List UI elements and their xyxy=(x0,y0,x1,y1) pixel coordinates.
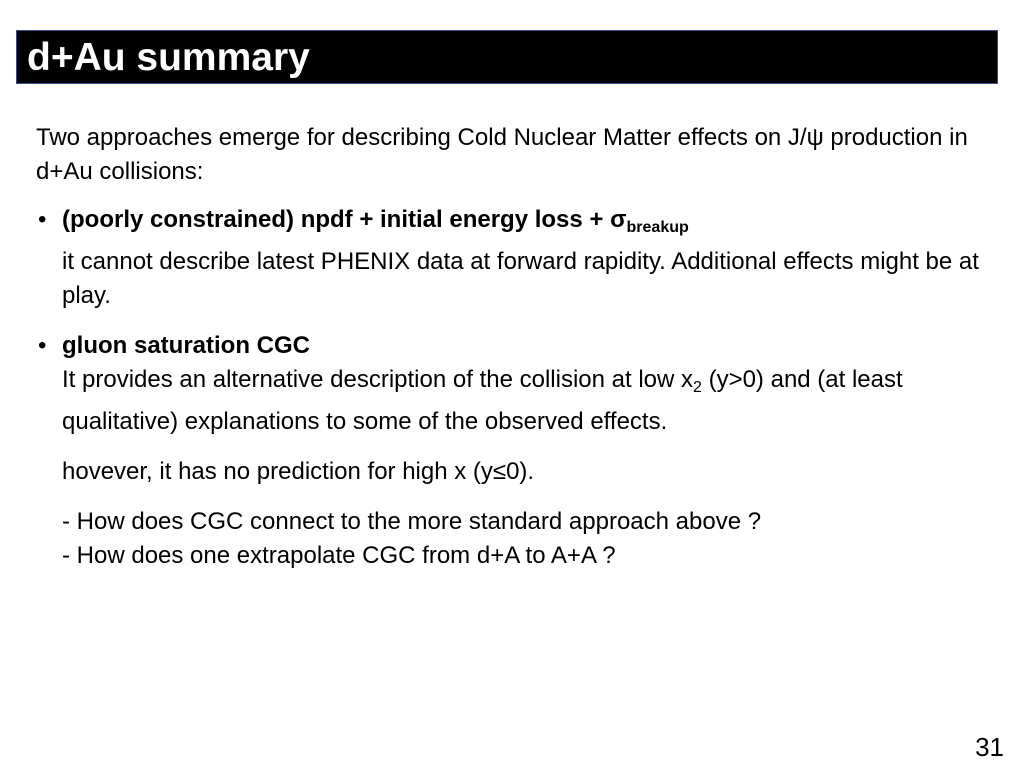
x-subscript: 2 xyxy=(693,379,702,396)
slide-title: d+Au summary xyxy=(27,36,310,79)
bullet-npdf-body: it cannot describe latest PHENIX data at forward rapidity. Additional effects might be at play. xyxy=(62,248,979,309)
page-number: 31 xyxy=(975,732,1004,762)
bullet-cgc xyxy=(36,329,986,439)
sigma-subscript: breakup xyxy=(626,219,689,236)
bullet-cgc-body-pre: It provides an alternative description of the collision at low x xyxy=(62,366,693,393)
bullet-npdf-heading xyxy=(62,203,986,245)
bullet-cgc-body-post: (y>0) and (at least qualitative) explanations to some of the observed effects. xyxy=(62,366,903,435)
bullet-cgc-heading: gluon saturation CGC xyxy=(62,332,310,359)
note-text: hovever, it has no prediction for high x (y≤0). xyxy=(62,458,535,485)
bullet-marker: • xyxy=(38,206,47,233)
questions xyxy=(36,505,986,573)
question-1: - How does CGC connect to the more standard approach above ? xyxy=(62,508,762,535)
title-bar xyxy=(16,30,998,84)
question-2: - How does one extrapolate CGC from d+A to A+A ? xyxy=(62,542,616,569)
bullet-cgc-body xyxy=(62,363,986,439)
bullet-npdf xyxy=(36,203,986,313)
bullet-marker: • xyxy=(38,332,47,359)
bullet-npdf-heading-text: (poorly constrained) npdf + initial energy loss + σ xyxy=(62,206,627,233)
slide-content xyxy=(36,121,986,589)
intro-text: Two approaches emerge for describing Cold Nuclear Matter effects on J/ψ production in d+Au collisions: xyxy=(36,124,968,185)
